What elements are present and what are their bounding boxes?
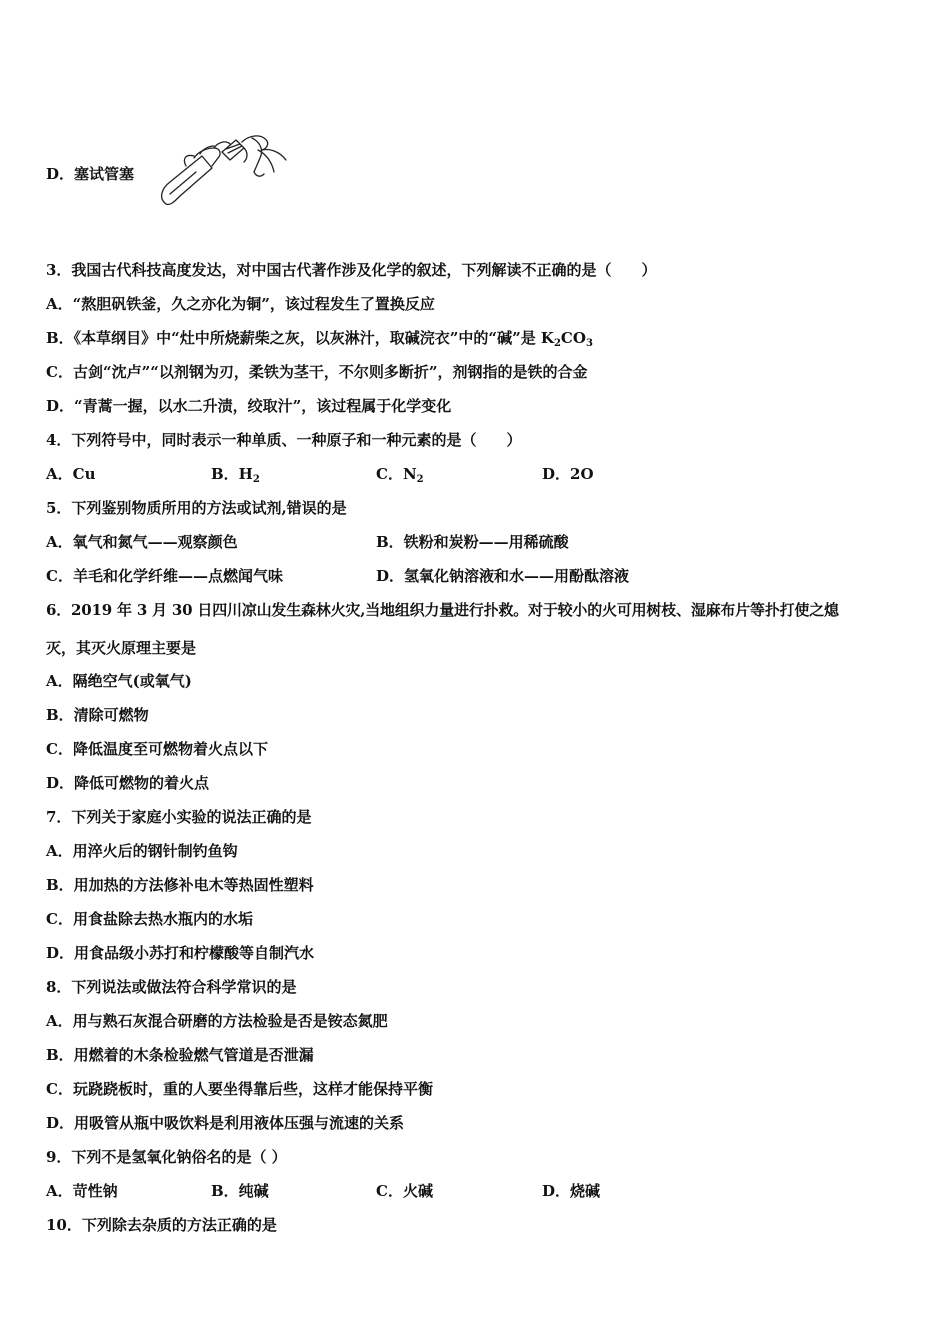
q6-option-a: A．隔绝空气(或氧气) [46, 672, 192, 690]
q8-option-c: C．玩跷跷板时，重的人要坐得靠后些，这样才能保持平衡 [46, 1080, 433, 1098]
q8-stem: 8．下列说法或做法符合科学常识的是 [46, 978, 297, 996]
q7-stem: 7．下列关于家庭小实验的说法正确的是 [46, 808, 312, 826]
q3-option-a: A．“熬胆矾铁釜，久之亦化为铜”，该过程发生了置换反应 [46, 295, 435, 313]
q5-option-c: C．羊毛和化学纤维——点燃闻气味 [46, 567, 283, 585]
q7-option-c: C．用食盐除去热水瓶内的水垢 [46, 910, 253, 928]
q3-option-d: D．“青蒿一握，以水二升渍，绞取汁”，该过程属于化学变化 [46, 397, 452, 415]
q9-stem: 9．下列不是氢氧化钠俗名的是（ ） [46, 1148, 287, 1166]
q8-option-d: D．用吸管从瓶中吸饮料是利用液体压强与流速的关系 [46, 1114, 405, 1132]
right-hand [242, 136, 268, 150]
q6-option-d: D．降低可燃物的着火点 [46, 774, 210, 792]
q4-option-b: B．$H_2$ [211, 465, 260, 485]
q9-option-d: D．烧碱 [542, 1182, 601, 1200]
q6-stem-line1: 6．2019 年 3 月 30 日四川凉山发生森林火灾,当地组织力量进行扑救。对于较小的火可用树枝、湿麻布片等扑打使之熄 [46, 601, 839, 619]
q5-stem: 5．下列鉴别物质所用的方法或试剂,错误的是 [46, 499, 347, 517]
q5-option-b: B．铁粉和炭粉——用稀硫酸 [376, 533, 569, 551]
q3-stem: 3．我国古代科技高度发达，对中国古代著作涉及化学的叙述，下列解读不正确的是（ ） [46, 261, 657, 279]
q5-option-d: D．氢氧化钠溶液和水——用酚酞溶液 [376, 567, 630, 585]
left-hand [194, 148, 220, 166]
q6-stem-line2: 灭，其灭火原理主要是 [46, 639, 197, 657]
q7-option-b: B．用加热的方法修补电木等热固性塑料 [46, 876, 314, 894]
q8-option-b: B．用燃着的木条检验燃气管道是否泄漏 [46, 1046, 314, 1064]
q3-option-c: C．古剑“沈卢”“以剂钢为刃，柔铁为茎干，不尔则多断折”，剂钢指的是铁的合金 [46, 363, 588, 381]
q7-option-d: D．用食品级小苏打和柠檬酸等自制汽水 [46, 944, 315, 962]
q8-option-a: A．用与熟石灰混合研磨的方法检验是否是铵态氮肥 [46, 1012, 388, 1030]
q4-option-d: D．2O [542, 465, 594, 483]
test-tube-stopper-figure [156, 132, 291, 210]
q2-option-d: D．塞试管塞 [46, 165, 135, 183]
q7-option-a: A．用淬火后的钢针制钓鱼钩 [46, 842, 238, 860]
q9-option-b: B．纯碱 [211, 1182, 269, 1200]
q4-option-a: A．Cu [46, 465, 96, 483]
q4-option-c: C．$N_2$ [376, 465, 424, 485]
q4-stem: 4．下列符号中，同时表示一种单质、一种原子和一种元素的是（ ） [46, 431, 522, 449]
q9-option-c: C．火碱 [376, 1182, 433, 1200]
q6-option-b: B．清除可燃物 [46, 706, 149, 724]
q10-stem: 10．下列除去杂质的方法正确的是 [46, 1216, 277, 1234]
q9-option-a: A．苛性钠 [46, 1182, 118, 1200]
q5-option-a: A．氧气和氮气——观察颜色 [46, 533, 238, 551]
q3-option-b: B．《本草纲目》中“灶中所烧薪柴之灰，以灰淋汁，取碱浣衣”中的“碱”是 $K_2CO_3$ [46, 329, 593, 349]
q6-option-c: C．降低温度至可燃物着火点以下 [46, 740, 268, 758]
